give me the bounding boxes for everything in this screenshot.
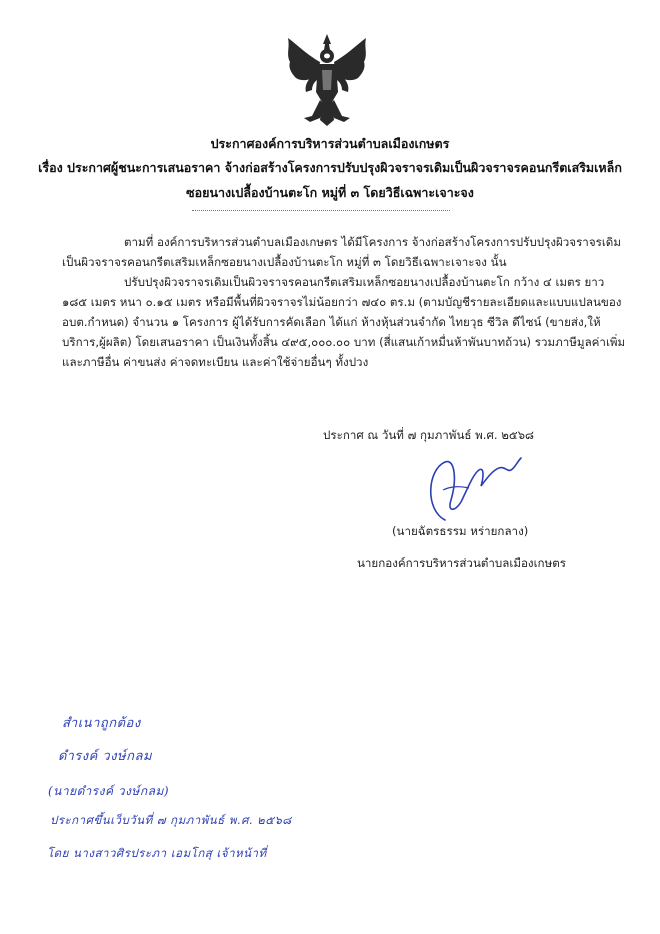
paragraph-line: ปรับปรุงผิวจราจรเดิมเป็นผิวจราจรคอนกรีตเสริมเหล็กซอยนางเปลื้องบ้านตะโก กว้าง ๔ เมตร ยาว	[124, 275, 605, 289]
handwritten-certifier-signature: ดำรงค์ วงษ์กลม	[58, 749, 153, 764]
paragraph-details	[62, 272, 626, 372]
paragraph-line: ๑๘๕ เมตร หนา ๐.๑๕ เมตร หรือมีพื้นที่ผิวจราจรไม่น้อยกว่า ๗๔๐ ตร.ม (ตามบัญชีรายละเอียดและแบบแปลนของ	[62, 295, 622, 309]
signer-name: (นายฉัตรธรรม หร่ายกลาง)	[392, 524, 529, 538]
signer-position: นายกองค์การบริหารส่วนตำบลเมืองเกษตร	[357, 556, 566, 570]
handwritten-certifier-name: (นายดำรงค์ วงษ์กลม)	[48, 784, 170, 798]
handwritten-posted-by: โดย นางสาวศิรประภา เอมโกสุ เจ้าหน้าที่	[47, 846, 267, 860]
paragraph-line: อบต.กำหนด) จำนวน ๑ โครงการ ผู้ได้รับการคัดเลือก ได้แก่ ห้างหุ้นส่วนจำกัด ไทยวุธ ซีวิล ดีไซน์ (ขายส่ง,ให้	[62, 315, 601, 329]
handwritten-posting-date: ประกาศขึ้นเว็บวันที่ ๗ กุมภาพันธ์ พ.ศ. ๒๕๖๘	[50, 813, 292, 827]
garuda-emblem-icon	[282, 32, 372, 128]
document-title: ประกาศองค์การบริหารส่วนตำบลเมืองเกษตร	[210, 136, 450, 151]
announcement-date: ประกาศ ณ วันที่ ๗ กุมภาพันธ์ พ.ศ. ๒๕๖๘	[323, 428, 534, 442]
subject-line: เรื่อง ประกาศผู้ชนะการเสนอราคา จ้างก่อสร้างโครงการปรับปรุงผิวจราจรเดิมเป็นผิวจราจรคอนกรีตเสริมเหล็ก	[38, 160, 622, 175]
paragraph-line: ตามที่ องค์การบริหารส่วนตำบลเมืองเกษตร ได้มีโครงการ จ้างก่อสร้างโครงการปรับปรุงผิวจราจรเดิม	[124, 235, 621, 249]
paragraph-line: บริการ,ผู้ผลิต) โดยเสนอราคา เป็นเงินทั้งสิ้น ๔๙๕,๐๐๐.๐๐ บาท (สี่แสนเก้าหมื่นห้าพันบาทถ้วน) รวมภาษีมูลค่าเพิ่ม	[62, 335, 626, 349]
handwritten-certified-copy: สำเนาถูกต้อง	[62, 716, 141, 731]
paragraph-line: และภาษีอื่น ค่าขนส่ง ค่าจดทะเบียน และค่าใช้จ่ายอื่นๆ ทั้งปวง	[62, 355, 369, 369]
paragraph-intro	[62, 232, 621, 272]
signature-mark	[415, 440, 525, 525]
paragraph-line: เป็นผิวจราจรคอนกรีตเสริมเหล็กซอยนางเปลื้องบ้านตะโก หมู่ที่ ๓ โดยวิธีเฉพาะเจาะจง นั้น	[62, 255, 507, 269]
subject-line-cont: ซอยนางเปลื้องบ้านตะโก หมู่ที่ ๓ โดยวิธีเฉพาะเจาะจง	[186, 185, 474, 200]
divider	[192, 210, 450, 211]
